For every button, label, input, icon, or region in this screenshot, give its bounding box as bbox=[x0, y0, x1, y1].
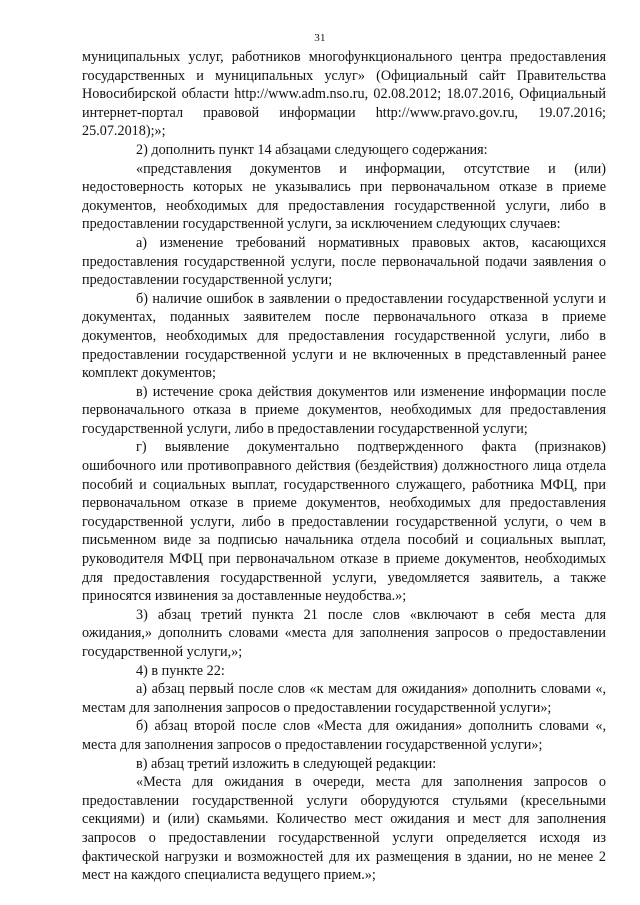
paragraph: б) наличие ошибок в заявлении о предоставлении государственной услуги и документах, поданных заявителем после первоначального отказа в приеме документов, необходимых для предоставления государственной услуги, либо в предоставлении государственной услуги и не включенных в представленный ранее комплект документов; bbox=[82, 290, 606, 382]
paragraph: «представления документов и информации, отсутствие и (или) недостоверность которых не указывались при первоначальном отказе в приеме документов, необходимых для предоставления государственной услуги, либо в предоставлении государственной услуги, за исключением следующих случаев: bbox=[82, 160, 606, 233]
paragraph: 4) в пункте 22: bbox=[136, 662, 225, 679]
paragraph: в) абзац третий изложить в следующей редакции: bbox=[136, 755, 437, 772]
paragraph: 2) дополнить пункт 14 абзацами следующего содержания: bbox=[136, 141, 488, 158]
paragraph: в) истечение срока действия документов или изменение информации после первоначального отказа в приеме документов, необходимых для предоставления государственной услуги, либо в предоставлении государственной услуги; bbox=[82, 383, 606, 437]
paragraph: б) абзац второй после слов «Места для ожидания» дополнить словами «, места для заполнения запросов о предоставлении государственной услуги»; bbox=[82, 718, 606, 753]
paragraph: г) выявление документально подтвержденного факта (признаков) ошибочного или противоправного действия (бездействия) должностного лица отдела пособий и социальных выплат, государственного служащего, работника МФЦ, при первоначальном отказе в приеме документов, необходимых для предоставления государственной услуги, либо в предоставлении государственной услуги, о чем в письменном виде за подписью начальника отдела пособий и социальных выплат, руководителя МФЦ при первоначальном отказе в приеме документов, необходимых для предоставления государственной услуги, уведомляется заявитель, а также приносятся извинения за доставленные неудобства.»; bbox=[82, 439, 606, 605]
document-body bbox=[82, 48, 606, 885]
paragraph: а) абзац первый после слов «к местам для ожидания» дополнить словами «, местам для заполнения запросов о предоставлении государственной услуги»; bbox=[82, 681, 606, 716]
paragraph: 3) абзац третий пункта 21 после слов «включают в себя места для ожидания,» дополнить словами «места для заполнения запросов о предоставлении государственной услуги,»; bbox=[82, 606, 606, 660]
paragraph: «Места для ожидания в очереди, места для заполнения запросов о предоставлении государственной услуги оборудуются стульями (кресельными секциями) и (или) скамьями. Количество мест ожидания и мест для заполнения запросов о предоставлении государственной услуги определяется исходя из фактической нагрузки и возможностей для их размещения в здании, но не менее 2 мест на каждого специалиста ведущего прием.»; bbox=[82, 774, 606, 884]
paragraph: муниципальных услуг, работников многофункционального центра предоставления государственных и муниципальных услуг» (Официальный сайт Правительства Новосибирской области http://www.adm.nso.ru, 02.08.2012; 18.07.2016, Официальный интернет-портал правовой информации http://www.pravo.gov.ru, 19.07.2016; 25.07.2018);»; bbox=[82, 49, 606, 140]
page-number: 31 bbox=[314, 32, 326, 44]
paragraph: а) изменение требований нормативных правовых актов, касающихся предоставления государственной услуги, после первоначальной подачи заявления о предоставлении государственной услуги; bbox=[82, 234, 606, 289]
